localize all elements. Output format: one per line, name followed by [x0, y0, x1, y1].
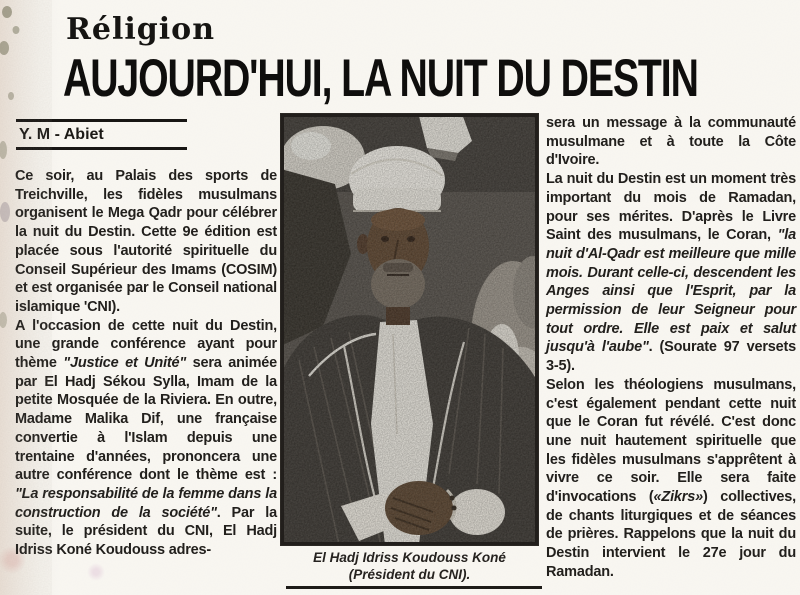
quoted-text: «Zikrs»	[653, 489, 703, 506]
section-label: Réligion	[66, 12, 216, 47]
text-segment: sera animée par El Hadj Sékou Sylla, Imam de la petite Mosquée de la Riviera. En outre, Madame Malika Dif, une française convertie à l'Islam depuis une trentaine d'années, prononcera une autre conférence dont le thème est :	[15, 355, 278, 484]
quoted-text: "la nuit d'Al-Qadr est meilleure que mille mois. Durant celle-ci, descendent les Anges ainsi que l'Esprit, par la permission de leur Seigneur pour tout ordre. Elle est paix et salut jusqu'à l'aube"	[546, 227, 796, 356]
caption-line-2: (Président du CNI).	[348, 566, 471, 582]
text-segment: . Par la suite, le président du CNI, El Hadj Idriss Koné Koudouss adres-	[15, 504, 277, 559]
text-segment: La nuit du Destin est un moment très important du mois de Ramadan, pour ses mérites. D'après le Livre Saint des musulmans, le Coran,	[546, 171, 796, 244]
imam-photo	[281, 114, 538, 545]
article-paragraph	[15, 317, 277, 560]
text-segment: ) collectives, de chants liturgiques et de séances de prières. Rappelons que la nuit du Destin intervient le 27e jour du Ramadan.	[546, 489, 796, 580]
article-paragraph	[15, 167, 277, 317]
photo-caption	[281, 550, 538, 583]
byline	[16, 119, 187, 150]
quoted-text: "Justice et Unité"	[63, 355, 187, 372]
caption-line-1: El Hadj Idriss Koudouss Koné	[313, 550, 506, 565]
quoted-text: "La responsabilité de la femme dans la construction de la société"	[15, 485, 277, 521]
text-segment: . (Sourate 97 versets 3-5).	[546, 339, 796, 375]
right-column	[546, 114, 796, 584]
article-paragraph	[546, 170, 796, 376]
imam-portrait-illustration	[281, 114, 538, 545]
byline-text: Y. M - Abiet	[19, 126, 104, 143]
headline: AUJOURD'HUI, LA NUIT DU DESTIN	[63, 49, 698, 108]
text-segment: A l'occasion de cette nuit du Destin, une grande conférence ayant pour thème	[15, 317, 277, 372]
text-segment: Selon les théologiens musulmans, c'est également pendant cette nuit que le Coran fut révélé. C'est donc une nuit hautement spirituelle que les fidèles musulmans s'apprêtent à vivre ce soir. Elle sera faite d'invocations (	[546, 376, 796, 506]
caption-rule	[286, 586, 542, 589]
article-paragraph	[546, 376, 796, 582]
left-column	[15, 167, 277, 577]
text-segment: sera un message à la communauté musulmane et à toute la Côte d'Ivoire.	[546, 115, 796, 169]
article-paragraph	[546, 114, 796, 170]
text-segment: Ce soir, au Palais des sports de Treichville, les fidèles musulmans organisent le Mega Qadr pour célébrer la nuit du Destin. Cette 9e édition est placée sous l'autorité spirituelle du Conseil Supérieur des Imams (COSIM) et est organisée par le Conseil national islamique 'CNI).	[15, 168, 277, 315]
